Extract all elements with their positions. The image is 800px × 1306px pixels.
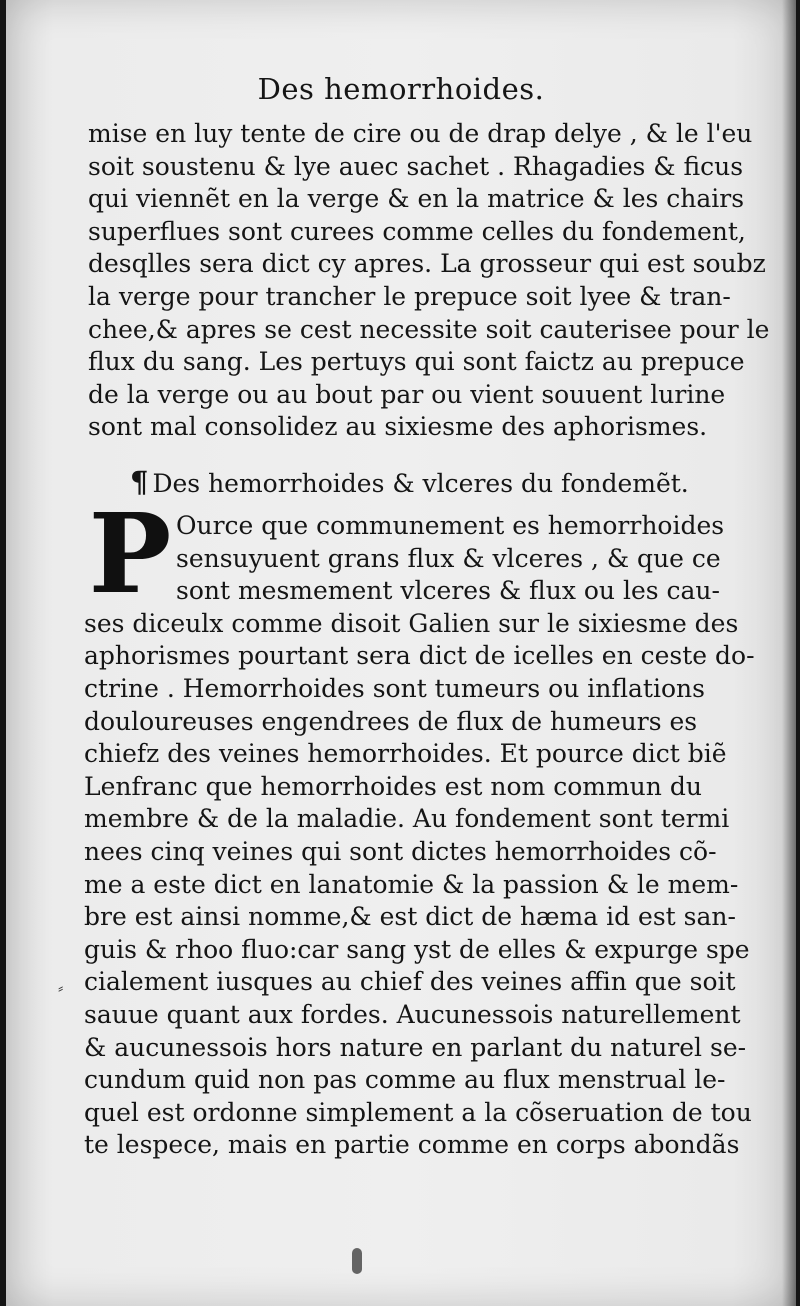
text-line: qui viennẽt en la verge & en la matrice & les chairs <box>88 184 745 214</box>
text-line: Ource que communement es hemorrhoides <box>176 511 725 540</box>
text-line: chee,& apres se cest necessite soit cauterisee pour le <box>88 314 770 344</box>
text-line: cialement iusques au chief des veines affin que soit <box>84 967 736 997</box>
text-line: desqlles sera dict cy apres. La grosseur qui est soubz <box>88 249 766 279</box>
margin-mark-icon: ⸗ <box>58 978 64 997</box>
text-line: me a este dict en lanatomie & la passion & le mem- <box>84 869 739 899</box>
text-line: sensuyuent grans flux & vlceres , & que ce <box>176 543 721 573</box>
text-line: la verge pour trancher le prepuce soit lyee & tran- <box>88 281 731 311</box>
text-line: sauue quant aux fordes. Aucunessois naturellement <box>84 999 741 1029</box>
text-line: superflues sont curees comme celles du fondement, <box>88 216 746 246</box>
text-line: ses diceulx comme disoit Galien sur le sixiesme des <box>84 608 739 638</box>
text-line: & aucunessois hors nature en parlant du naturel se- <box>84 1032 747 1062</box>
pilcrow-icon: ¶ <box>130 465 149 499</box>
section-heading <box>130 462 690 502</box>
text-line: quel est ordonne simplement a la cõseruation de tou <box>84 1097 752 1127</box>
text-line: guis & rhoo fluo:car sang yst de elles & expurge spe <box>84 934 750 964</box>
text-line: Lenfranc que hemorrhoides est nom commun du <box>84 771 702 801</box>
section-body <box>84 489 755 1162</box>
text-line: mise en luy tente de cire ou de drap delye , & le l'eu <box>88 119 753 148</box>
text-line: ctrine . Hemorrhoides sont tumeurs ou inflations <box>84 673 705 703</box>
text-line: sont mesmement vlceres & flux ou les cau- <box>176 576 720 606</box>
text-line: soit soustenu & lye auec sachet . Rhagadies & ficus <box>88 151 744 181</box>
book-page <box>6 0 796 1306</box>
paragraph-continued <box>88 118 770 444</box>
text-line: bre est ainsi nomme,& est dict de hæma id est san- <box>84 902 736 932</box>
text-line: chiefz des veines hemorrhoides. Et pource dict biẽ <box>84 739 727 769</box>
running-head: Des hemorrhoides. <box>257 72 545 106</box>
page-edge-shadow <box>782 0 796 1306</box>
drop-cap: P <box>88 489 172 618</box>
text-line: aphorismes pourtant sera dict de icelles en ceste do- <box>84 641 755 671</box>
text-line: nees cinq veines qui sont dictes hemorrhoides cõ- <box>84 836 717 866</box>
text-line: de la verge ou au bout par ou vient souuent lurine <box>88 379 726 409</box>
ink-smudge <box>352 1248 362 1274</box>
text-line: te lespece, mais en partie comme en corps abondãs <box>84 1130 740 1160</box>
text-line: douloureuses engendrees de flux de humeurs es <box>84 706 698 736</box>
text-line: sont mal consolidez au sixiesme des aphorismes. <box>88 412 708 442</box>
section-heading-text: Des hemorrhoides & vlceres du fondemẽt. <box>152 469 689 498</box>
text-line: cundum quid non pas comme au flux menstrual le- <box>84 1065 726 1095</box>
text-line: membre & de la maladie. Au fondement sont termi <box>84 804 730 834</box>
text-line: flux du sang. Les pertuys qui sont faictz au prepuce <box>88 347 745 377</box>
